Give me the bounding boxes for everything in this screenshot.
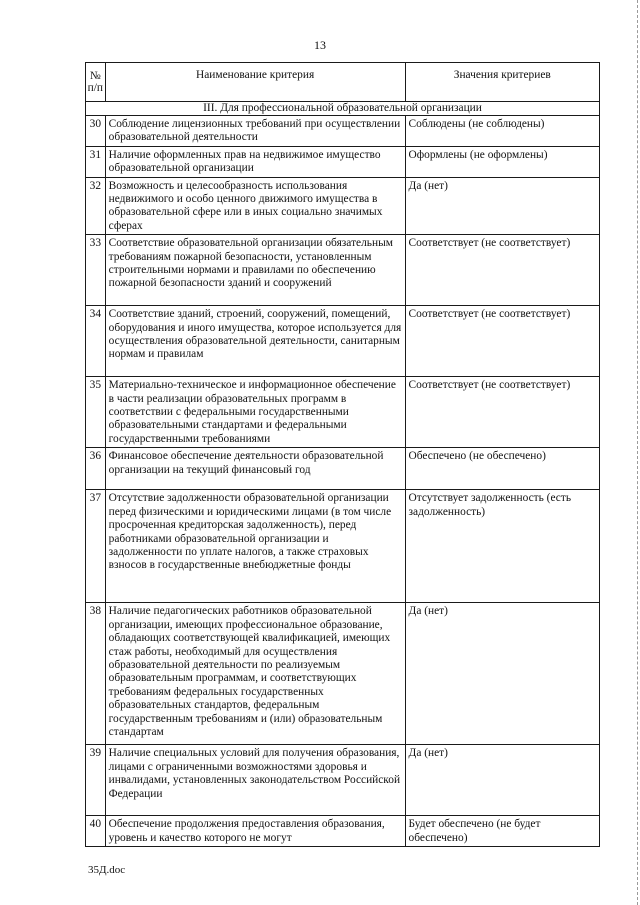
row-number: 31: [86, 146, 106, 177]
row-number: 35: [86, 377, 106, 448]
row-number: 32: [86, 177, 106, 235]
table-row: [86, 490, 600, 603]
criterion-name: Наличие педагогических работников образовательной организации, имеющих профессиональное образование, обладающих соответствующей квалификацией, имеющих стаж работы, необходимый для осуществления образовательной деятельности по реализуемым образовательным программам, и соответствующих требованиям федеральных государственных образовательных стандартов, федеральным государственным требованиям и (или) образовательным стандартам: [105, 603, 405, 745]
footer-filename: 35Д.doc: [88, 864, 126, 876]
criterion-name: Наличие специальных условий для получения образования, лицами с ограниченными возможностями здоровья и инвалидами, установленных законодательством Российской Федерации: [105, 745, 405, 816]
row-number: 36: [86, 448, 106, 490]
table-header-row: [86, 63, 600, 102]
criteria-table: [85, 62, 600, 847]
criterion-name: Соответствие зданий, строений, сооружений, помещений, оборудования и иного имущества, которое используется для осуществления образовательной деятельности, санитарным нормам и правилам: [105, 306, 405, 377]
criterion-name: Соответствие образовательной организации обязательным требованиям пожарной безопасности, установленным строительными нормами и правилами по обеспечению пожарной безопасности зданий и сооружений: [105, 235, 405, 306]
criterion-value: Будет обеспечено (не будет обеспечено): [405, 816, 599, 847]
criterion-value: Да (нет): [405, 603, 599, 745]
table-row: [86, 377, 600, 448]
criterion-value: Соответствует (не соответствует): [405, 306, 599, 377]
header-criterion-value: Значения критериев: [405, 63, 599, 102]
criterion-value: Отсутствует задолженность (есть задолженность): [405, 490, 599, 603]
page-edge-line: [637, 0, 638, 905]
table-row: [86, 235, 600, 306]
criterion-name: Материально-техническое и информационное обеспечение в части реализации образовательных программ в соответствии с федеральными государственными образовательными стандартами и федеральными государственными требованиями: [105, 377, 405, 448]
row-number: 39: [86, 745, 106, 816]
section-title: III. Для профессиональной образовательной организации: [86, 102, 600, 116]
row-number: 34: [86, 306, 106, 377]
table-row: [86, 745, 600, 816]
table-row: [86, 306, 600, 377]
criterion-name: Отсутствие задолженности образовательной организации перед физическими и юридическими лицами (в том числе просроченная кредиторская задолженность), перед работниками образовательной организации и задолженности по уплате налогов, а также страховых взносов в государственные внебюджетные фонды: [105, 490, 405, 603]
criterion-name: Обеспечение продолжения предоставления образования, уровень и качество которого не могут: [105, 816, 405, 847]
table-row: [86, 116, 600, 147]
table-row: [86, 177, 600, 235]
criterion-name: Возможность и целесообразность использования недвижимого и особо ценного движимого имущества в образовательной сфере или в иных социально значимых сферах: [105, 177, 405, 235]
criterion-value: Обеспечено (не обеспечено): [405, 448, 599, 490]
row-number: 30: [86, 116, 106, 147]
criterion-value: Да (нет): [405, 745, 599, 816]
criterion-value: Да (нет): [405, 177, 599, 235]
row-number: 33: [86, 235, 106, 306]
criterion-name: Наличие оформленных прав на недвижимое имущество образовательной организации: [105, 146, 405, 177]
criterion-value: Соблюдены (не соблюдены): [405, 116, 599, 147]
header-number: № п/п: [86, 63, 106, 102]
row-number: 38: [86, 603, 106, 745]
table-row: [86, 603, 600, 745]
table-row: [86, 448, 600, 490]
section-row: [86, 102, 600, 116]
page-number: 13: [314, 38, 326, 52]
row-number: 37: [86, 490, 106, 603]
table-row: [86, 816, 600, 847]
row-number: 40: [86, 816, 106, 847]
criterion-value: Соответствует (не соответствует): [405, 377, 599, 448]
criterion-name: Финансовое обеспечение деятельности образовательной организации на текущий финансовый год: [105, 448, 405, 490]
header-criterion-name: Наименование критерия: [105, 63, 405, 102]
table-row: [86, 146, 600, 177]
criterion-value: Оформлены (не оформлены): [405, 146, 599, 177]
criterion-name: Соблюдение лицензионных требований при осуществлении образовательной деятельности: [105, 116, 405, 147]
criterion-value: Соответствует (не соответствует): [405, 235, 599, 306]
